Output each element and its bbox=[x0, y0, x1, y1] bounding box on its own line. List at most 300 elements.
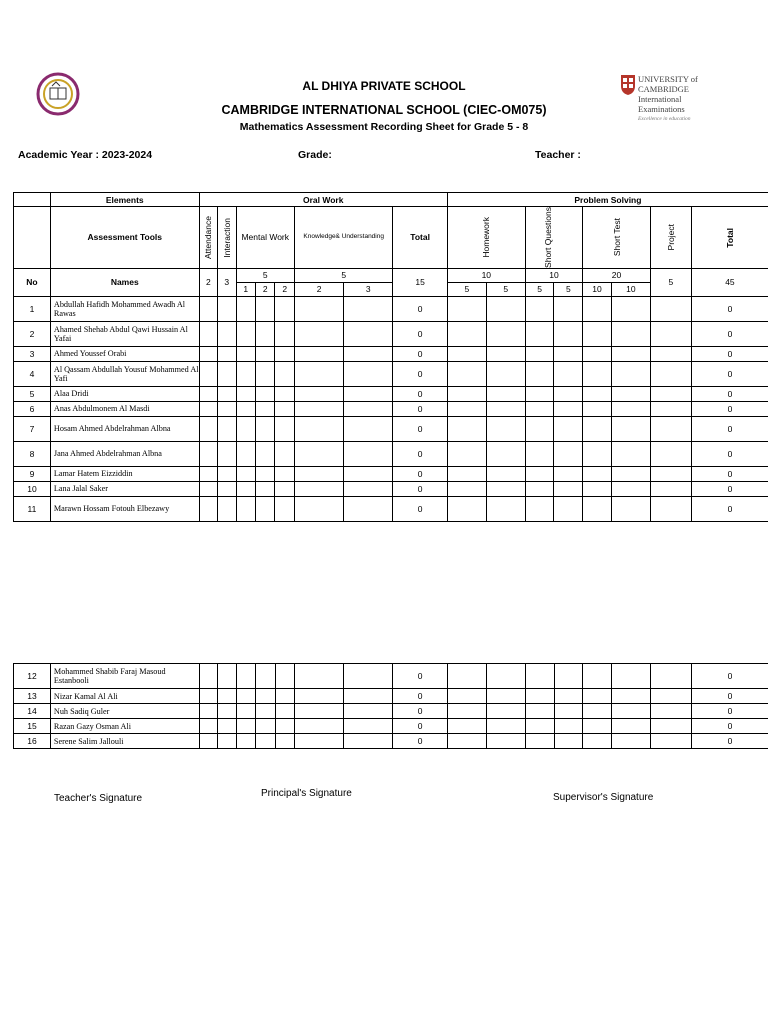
student-no: 3 bbox=[14, 346, 51, 361]
score-cell[interactable] bbox=[218, 496, 236, 521]
score-cell[interactable] bbox=[447, 296, 486, 321]
student-no: 1 bbox=[14, 296, 51, 321]
score-cell[interactable] bbox=[256, 664, 275, 689]
sub-mental-3: 2 bbox=[275, 282, 294, 296]
score-cell[interactable] bbox=[554, 346, 583, 361]
score-cell[interactable] bbox=[275, 416, 294, 441]
score-cell[interactable] bbox=[611, 441, 650, 466]
score-cell[interactable] bbox=[218, 401, 236, 416]
cie-name: CAMBRIDGE INTERNATIONAL SCHOOL (CIEC-OM075) bbox=[221, 103, 547, 117]
score-cell[interactable] bbox=[218, 719, 236, 734]
oral-total-cell: 0 bbox=[393, 689, 447, 704]
score-cell[interactable] bbox=[554, 704, 583, 719]
score-cell[interactable] bbox=[236, 346, 255, 361]
score-cell[interactable] bbox=[650, 321, 691, 346]
score-cell[interactable] bbox=[199, 664, 217, 689]
score-cell[interactable] bbox=[344, 321, 393, 346]
student-no: 5 bbox=[14, 386, 51, 401]
score-cell[interactable] bbox=[344, 719, 393, 734]
max-attendance: 2 bbox=[199, 268, 217, 296]
score-cell[interactable] bbox=[447, 386, 486, 401]
supervisor-signature: Supervisor's Signature bbox=[553, 792, 654, 803]
score-cell[interactable] bbox=[218, 441, 236, 466]
cambridge-line3: Excellence in education bbox=[638, 116, 691, 122]
score-cell[interactable] bbox=[294, 321, 343, 346]
score-cell[interactable] bbox=[199, 734, 217, 749]
oral-total-cell: 0 bbox=[393, 361, 447, 386]
score-cell[interactable] bbox=[650, 689, 691, 704]
score-cell[interactable] bbox=[650, 416, 691, 441]
score-cell[interactable] bbox=[256, 386, 275, 401]
score-cell[interactable] bbox=[486, 416, 525, 441]
problem-solving-header: Problem Solving bbox=[447, 193, 768, 207]
ps-total-cell: 0 bbox=[691, 296, 768, 321]
ps-total-cell: 0 bbox=[691, 664, 768, 689]
score-cell[interactable] bbox=[256, 401, 275, 416]
table-row bbox=[14, 401, 768, 416]
score-cell[interactable] bbox=[256, 481, 275, 496]
score-cell[interactable] bbox=[583, 441, 612, 466]
score-cell[interactable] bbox=[554, 416, 583, 441]
table-row bbox=[14, 321, 768, 346]
score-cell[interactable] bbox=[447, 481, 486, 496]
score-cell[interactable] bbox=[275, 704, 294, 719]
score-cell[interactable] bbox=[344, 296, 393, 321]
score-cell[interactable] bbox=[650, 704, 691, 719]
score-cell[interactable] bbox=[275, 689, 294, 704]
score-cell[interactable] bbox=[294, 466, 343, 481]
score-cell[interactable] bbox=[294, 416, 343, 441]
student-name: Al Qassam Abdullah Yousuf Mohammed Al Yafi bbox=[50, 361, 199, 386]
score-cell[interactable] bbox=[650, 466, 691, 481]
score-cell[interactable] bbox=[294, 441, 343, 466]
score-cell[interactable] bbox=[554, 734, 583, 749]
score-cell[interactable] bbox=[611, 361, 650, 386]
score-cell[interactable] bbox=[275, 321, 294, 346]
score-cell[interactable] bbox=[294, 481, 343, 496]
ps-total-cell: 0 bbox=[691, 481, 768, 496]
score-cell[interactable] bbox=[486, 496, 525, 521]
score-cell[interactable] bbox=[525, 416, 554, 441]
score-cell[interactable] bbox=[236, 296, 255, 321]
score-cell[interactable] bbox=[525, 296, 554, 321]
score-cell[interactable] bbox=[447, 321, 486, 346]
score-cell[interactable] bbox=[611, 719, 650, 734]
score-cell[interactable] bbox=[275, 496, 294, 521]
score-cell[interactable] bbox=[236, 401, 255, 416]
score-cell[interactable] bbox=[199, 466, 217, 481]
score-cell[interactable] bbox=[525, 496, 554, 521]
score-cell[interactable] bbox=[525, 664, 554, 689]
score-cell[interactable] bbox=[447, 719, 486, 734]
score-cell[interactable] bbox=[236, 734, 255, 749]
score-cell[interactable] bbox=[236, 416, 255, 441]
assessment-table bbox=[13, 192, 768, 522]
score-cell[interactable] bbox=[218, 361, 236, 386]
score-cell[interactable] bbox=[275, 401, 294, 416]
score-cell[interactable] bbox=[554, 401, 583, 416]
score-cell[interactable] bbox=[275, 361, 294, 386]
score-cell[interactable] bbox=[611, 416, 650, 441]
score-cell[interactable] bbox=[447, 346, 486, 361]
score-cell[interactable] bbox=[236, 496, 255, 521]
student-name: Jana Ahmed Abdelrahman Albna bbox=[50, 441, 199, 466]
score-cell[interactable] bbox=[218, 386, 236, 401]
score-cell[interactable] bbox=[525, 361, 554, 386]
score-cell[interactable] bbox=[344, 361, 393, 386]
score-cell[interactable] bbox=[486, 361, 525, 386]
sub-knowledge-1: 2 bbox=[294, 282, 343, 296]
score-cell[interactable] bbox=[344, 664, 393, 689]
score-cell[interactable] bbox=[344, 346, 393, 361]
score-cell[interactable] bbox=[486, 401, 525, 416]
score-cell[interactable] bbox=[344, 734, 393, 749]
score-cell[interactable] bbox=[583, 466, 612, 481]
score-cell[interactable] bbox=[199, 401, 217, 416]
score-cell[interactable] bbox=[447, 704, 486, 719]
score-cell[interactable] bbox=[256, 416, 275, 441]
score-cell[interactable] bbox=[295, 664, 344, 689]
score-cell[interactable] bbox=[554, 481, 583, 496]
score-cell[interactable] bbox=[583, 416, 612, 441]
score-cell[interactable] bbox=[447, 416, 486, 441]
score-cell[interactable] bbox=[236, 704, 255, 719]
score-cell[interactable] bbox=[294, 296, 343, 321]
score-cell[interactable] bbox=[218, 689, 236, 704]
score-cell[interactable] bbox=[294, 361, 343, 386]
student-no: 2 bbox=[14, 321, 51, 346]
score-cell[interactable] bbox=[199, 361, 217, 386]
score-cell[interactable] bbox=[236, 386, 255, 401]
score-cell[interactable] bbox=[199, 441, 217, 466]
score-cell[interactable] bbox=[486, 296, 525, 321]
score-cell[interactable] bbox=[554, 441, 583, 466]
score-cell[interactable] bbox=[199, 386, 217, 401]
score-cell[interactable] bbox=[525, 441, 554, 466]
score-cell[interactable] bbox=[554, 466, 583, 481]
score-cell[interactable] bbox=[583, 734, 612, 749]
sheet-title: Mathematics Assessment Recording Sheet for Grade 5 - 8 bbox=[239, 121, 529, 133]
score-cell[interactable] bbox=[525, 689, 554, 704]
sub-knowledge-2: 3 bbox=[344, 282, 393, 296]
oral-total-cell: 0 bbox=[393, 704, 447, 719]
student-no: 11 bbox=[14, 496, 51, 521]
ps-total-header: Total bbox=[724, 227, 735, 248]
ps-total-cell: 0 bbox=[691, 441, 768, 466]
score-cell[interactable] bbox=[486, 466, 525, 481]
score-cell[interactable] bbox=[611, 401, 650, 416]
score-cell[interactable] bbox=[650, 386, 691, 401]
score-cell[interactable] bbox=[583, 361, 612, 386]
table-row bbox=[14, 734, 768, 749]
table-row bbox=[14, 481, 768, 496]
score-cell[interactable] bbox=[583, 496, 612, 521]
score-cell[interactable] bbox=[275, 481, 294, 496]
score-cell[interactable] bbox=[275, 719, 294, 734]
score-cell[interactable] bbox=[236, 441, 255, 466]
score-cell[interactable] bbox=[236, 321, 255, 346]
score-cell[interactable] bbox=[611, 481, 650, 496]
score-cell[interactable] bbox=[344, 689, 393, 704]
teacher-signature: Teacher's Signature bbox=[54, 793, 143, 804]
score-cell[interactable] bbox=[344, 441, 393, 466]
score-cell[interactable] bbox=[199, 296, 217, 321]
score-cell[interactable] bbox=[650, 496, 691, 521]
score-cell[interactable] bbox=[199, 689, 217, 704]
oral-total-cell: 0 bbox=[393, 466, 447, 481]
score-cell[interactable] bbox=[236, 664, 255, 689]
score-cell[interactable] bbox=[554, 496, 583, 521]
oral-total-header: Total bbox=[393, 207, 447, 269]
score-cell[interactable] bbox=[525, 734, 554, 749]
score-cell[interactable] bbox=[611, 734, 650, 749]
score-cell[interactable] bbox=[486, 441, 525, 466]
score-cell[interactable] bbox=[611, 466, 650, 481]
score-cell[interactable] bbox=[525, 346, 554, 361]
score-cell[interactable] bbox=[236, 689, 255, 704]
score-cell[interactable] bbox=[199, 346, 217, 361]
table-row bbox=[14, 346, 768, 361]
score-cell[interactable] bbox=[294, 401, 343, 416]
short-questions-header: Short Questions bbox=[542, 207, 553, 268]
score-cell[interactable] bbox=[199, 481, 217, 496]
score-cell[interactable] bbox=[275, 466, 294, 481]
score-cell[interactable] bbox=[525, 386, 554, 401]
score-cell[interactable] bbox=[486, 734, 525, 749]
ps-total-cell: 0 bbox=[691, 734, 768, 749]
score-cell[interactable] bbox=[486, 704, 525, 719]
student-name: Ahmed Youssef Orabi bbox=[50, 346, 199, 361]
score-cell[interactable] bbox=[256, 689, 275, 704]
score-cell[interactable] bbox=[344, 386, 393, 401]
score-cell[interactable] bbox=[650, 481, 691, 496]
table-row bbox=[14, 704, 768, 719]
score-cell[interactable] bbox=[218, 481, 236, 496]
score-cell[interactable] bbox=[486, 689, 525, 704]
score-cell[interactable] bbox=[486, 386, 525, 401]
student-name: Abdullah Hafidh Mohammed Awadh Al Rawas bbox=[50, 296, 199, 321]
score-cell[interactable] bbox=[650, 361, 691, 386]
score-cell[interactable] bbox=[611, 296, 650, 321]
score-cell[interactable] bbox=[486, 346, 525, 361]
score-cell[interactable] bbox=[486, 664, 525, 689]
short-test-header: Short Test bbox=[611, 218, 622, 257]
score-cell[interactable] bbox=[236, 466, 255, 481]
score-cell[interactable] bbox=[256, 361, 275, 386]
score-cell[interactable] bbox=[583, 296, 612, 321]
oral-total-cell: 0 bbox=[393, 386, 447, 401]
score-cell[interactable] bbox=[650, 441, 691, 466]
score-cell[interactable] bbox=[554, 664, 583, 689]
score-cell[interactable] bbox=[554, 719, 583, 734]
score-cell[interactable] bbox=[583, 481, 612, 496]
project-header: Project bbox=[665, 224, 676, 251]
score-cell[interactable] bbox=[256, 496, 275, 521]
student-no: 14 bbox=[14, 704, 51, 719]
student-no: 4 bbox=[14, 361, 51, 386]
score-cell[interactable] bbox=[650, 664, 691, 689]
student-no: 6 bbox=[14, 401, 51, 416]
score-cell[interactable] bbox=[525, 719, 554, 734]
score-cell[interactable] bbox=[611, 704, 650, 719]
score-cell[interactable] bbox=[611, 321, 650, 346]
ps-total-cell: 0 bbox=[691, 346, 768, 361]
score-cell[interactable] bbox=[650, 401, 691, 416]
score-cell[interactable] bbox=[236, 719, 255, 734]
score-cell[interactable] bbox=[583, 664, 612, 689]
sub-homework-1: 5 bbox=[447, 282, 486, 296]
score-cell[interactable] bbox=[447, 689, 486, 704]
score-cell[interactable] bbox=[554, 296, 583, 321]
score-cell[interactable] bbox=[275, 734, 294, 749]
score-cell[interactable] bbox=[583, 704, 612, 719]
score-cell[interactable] bbox=[583, 689, 612, 704]
score-cell[interactable] bbox=[256, 296, 275, 321]
score-cell[interactable] bbox=[344, 704, 393, 719]
score-cell[interactable] bbox=[256, 466, 275, 481]
score-cell[interactable] bbox=[275, 664, 294, 689]
max-mental: 5 bbox=[236, 268, 294, 282]
score-cell[interactable] bbox=[294, 496, 343, 521]
max-short-test: 20 bbox=[583, 268, 651, 282]
score-cell[interactable] bbox=[447, 664, 486, 689]
score-cell[interactable] bbox=[236, 361, 255, 386]
score-cell[interactable] bbox=[218, 346, 236, 361]
score-cell[interactable] bbox=[218, 466, 236, 481]
score-cell[interactable] bbox=[344, 401, 393, 416]
score-cell[interactable] bbox=[199, 704, 217, 719]
names-header: Names bbox=[50, 268, 199, 296]
homework-header: Homework bbox=[481, 217, 492, 258]
mental-work-header: Mental Work bbox=[236, 207, 294, 269]
oral-total-cell: 0 bbox=[393, 416, 447, 441]
score-cell[interactable] bbox=[275, 386, 294, 401]
score-cell[interactable] bbox=[525, 466, 554, 481]
score-cell[interactable] bbox=[447, 496, 486, 521]
score-cell[interactable] bbox=[611, 496, 650, 521]
score-cell[interactable] bbox=[344, 466, 393, 481]
score-cell[interactable] bbox=[554, 361, 583, 386]
max-oral-total: 15 bbox=[393, 268, 447, 296]
score-cell[interactable] bbox=[525, 321, 554, 346]
student-no: 13 bbox=[14, 689, 51, 704]
score-cell[interactable] bbox=[611, 689, 650, 704]
student-name: Marawn Hossam Fotouh Elbezawy bbox=[50, 496, 199, 521]
score-cell[interactable] bbox=[486, 481, 525, 496]
score-cell[interactable] bbox=[218, 704, 236, 719]
score-cell[interactable] bbox=[447, 466, 486, 481]
score-cell[interactable] bbox=[218, 734, 236, 749]
score-cell[interactable] bbox=[447, 734, 486, 749]
score-cell[interactable] bbox=[218, 664, 236, 689]
score-cell[interactable] bbox=[218, 296, 236, 321]
ps-total-cell: 0 bbox=[691, 496, 768, 521]
score-cell[interactable] bbox=[294, 386, 343, 401]
oral-total-cell: 0 bbox=[393, 441, 447, 466]
ps-total-cell: 0 bbox=[691, 466, 768, 481]
interaction-header: Interaction bbox=[221, 217, 232, 258]
teacher-label: Teacher : bbox=[535, 149, 581, 161]
table-row bbox=[14, 689, 768, 704]
student-name: Ahamed Shehab Abdul Qawi Hussain Al Yafai bbox=[50, 321, 199, 346]
score-cell[interactable] bbox=[199, 416, 217, 441]
score-cell[interactable] bbox=[344, 481, 393, 496]
score-cell[interactable] bbox=[275, 346, 294, 361]
student-no: 9 bbox=[14, 466, 51, 481]
assessment-tools-header: Assessment Tools bbox=[50, 207, 199, 269]
score-cell[interactable] bbox=[554, 689, 583, 704]
ps-total-cell: 0 bbox=[691, 321, 768, 346]
oral-total-cell: 0 bbox=[393, 296, 447, 321]
score-cell[interactable] bbox=[218, 321, 236, 346]
score-cell[interactable] bbox=[256, 704, 275, 719]
score-cell[interactable] bbox=[583, 386, 612, 401]
score-cell[interactable] bbox=[525, 704, 554, 719]
score-cell[interactable] bbox=[256, 734, 275, 749]
sub-short-questions-1: 5 bbox=[525, 282, 554, 296]
score-cell[interactable] bbox=[275, 296, 294, 321]
score-cell[interactable] bbox=[650, 719, 691, 734]
score-cell[interactable] bbox=[295, 719, 344, 734]
score-cell[interactable] bbox=[583, 321, 612, 346]
score-cell[interactable] bbox=[583, 719, 612, 734]
student-name: Alaa Dridi bbox=[50, 386, 199, 401]
score-cell[interactable] bbox=[611, 346, 650, 361]
max-homework: 10 bbox=[447, 268, 525, 282]
score-cell[interactable] bbox=[447, 401, 486, 416]
score-cell[interactable] bbox=[525, 481, 554, 496]
score-cell[interactable] bbox=[295, 734, 344, 749]
score-cell[interactable] bbox=[583, 346, 612, 361]
score-cell[interactable] bbox=[199, 496, 217, 521]
oral-total-cell: 0 bbox=[393, 346, 447, 361]
sub-homework-2: 5 bbox=[486, 282, 525, 296]
score-cell[interactable] bbox=[554, 321, 583, 346]
score-cell[interactable] bbox=[650, 346, 691, 361]
table-row bbox=[14, 496, 768, 521]
score-cell[interactable] bbox=[199, 719, 217, 734]
score-cell[interactable] bbox=[218, 416, 236, 441]
score-cell[interactable] bbox=[256, 719, 275, 734]
score-cell[interactable] bbox=[275, 441, 294, 466]
score-cell[interactable] bbox=[525, 401, 554, 416]
score-cell[interactable] bbox=[295, 689, 344, 704]
score-cell[interactable] bbox=[650, 296, 691, 321]
score-cell[interactable] bbox=[611, 386, 650, 401]
score-cell[interactable] bbox=[554, 386, 583, 401]
score-cell[interactable] bbox=[256, 321, 275, 346]
sub-mental-2: 2 bbox=[256, 282, 275, 296]
oral-total-cell: 0 bbox=[393, 664, 447, 689]
score-cell[interactable] bbox=[199, 321, 217, 346]
score-cell[interactable] bbox=[583, 401, 612, 416]
score-cell[interactable] bbox=[256, 441, 275, 466]
score-cell[interactable] bbox=[256, 346, 275, 361]
score-cell[interactable] bbox=[447, 361, 486, 386]
score-cell[interactable] bbox=[344, 416, 393, 441]
score-cell[interactable] bbox=[486, 321, 525, 346]
oral-total-cell: 0 bbox=[393, 481, 447, 496]
score-cell[interactable] bbox=[447, 441, 486, 466]
score-cell[interactable] bbox=[294, 346, 343, 361]
score-cell[interactable] bbox=[344, 496, 393, 521]
score-cell[interactable] bbox=[611, 664, 650, 689]
score-cell[interactable] bbox=[650, 734, 691, 749]
score-cell[interactable] bbox=[486, 719, 525, 734]
score-cell[interactable] bbox=[295, 704, 344, 719]
student-name: Nizar Kamal Al Ali bbox=[50, 689, 199, 704]
score-cell[interactable] bbox=[236, 481, 255, 496]
